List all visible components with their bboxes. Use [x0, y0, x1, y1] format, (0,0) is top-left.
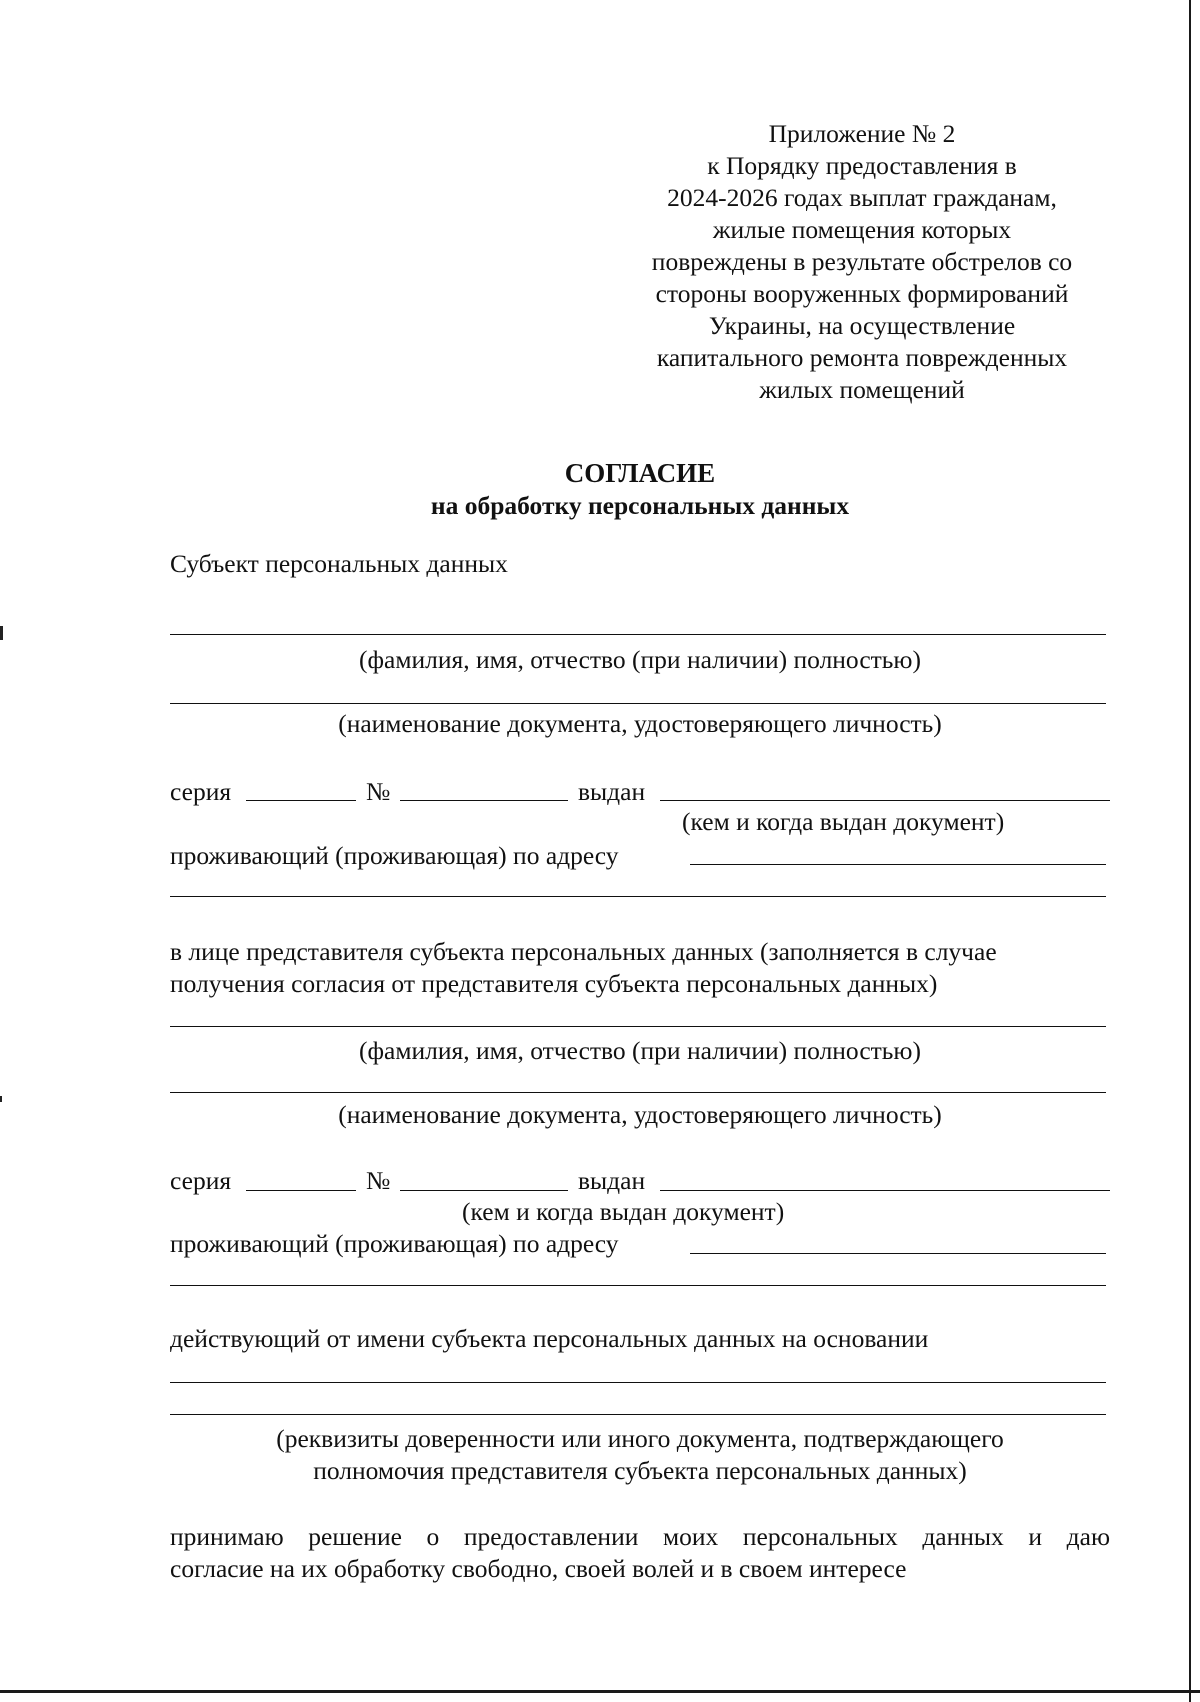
document-title: СОГЛАСИЕ — [564, 458, 716, 488]
subject-issued-label: выдан — [578, 777, 646, 806]
representative-number-label: № — [366, 1166, 391, 1195]
representative-address-field-2[interactable] — [170, 1285, 1106, 1286]
scan-speck — [0, 1096, 2, 1102]
subject-label: Субъект персональных данных — [170, 549, 508, 578]
appendix-header — [612, 118, 1112, 406]
appendix-line: жилые помещения которых — [712, 215, 1012, 244]
representative-doc-hint: (наименование документа, удостоверяющего личность) — [338, 1100, 942, 1129]
representative-issued-hint: (кем и когда выдан документ) — [462, 1197, 785, 1226]
subject-number-field[interactable] — [400, 800, 568, 801]
appendix-line: Украины, на осуществление — [708, 311, 1016, 340]
representative-number-field[interactable] — [400, 1190, 568, 1191]
decision-line2: согласие на их обработку свободно, своей волей и в своем интересе — [170, 1554, 907, 1583]
subject-series-field[interactable] — [246, 800, 356, 801]
subject-fio-line[interactable] — [170, 634, 1106, 635]
scan-speck — [0, 626, 3, 640]
subject-number-label: № — [366, 777, 391, 806]
subject-address-field[interactable] — [690, 864, 1106, 865]
appendix-line: к Порядку предоставления в — [707, 151, 1017, 180]
subject-issued-hint: (кем и когда выдан документ) — [682, 807, 1005, 836]
subject-address-label: проживающий (проживающая) по адресу — [170, 841, 619, 870]
appendix-line: Приложение № 2 — [768, 119, 956, 148]
appendix-line: повреждены в результате обстрелов со — [651, 247, 1073, 276]
representative-series-field[interactable] — [246, 1190, 356, 1191]
subject-issued-field[interactable] — [660, 800, 1110, 801]
representative-basis-label: действующий от имени субъекта персональных данных на основании — [170, 1324, 929, 1353]
representative-fio-line[interactable] — [170, 1026, 1106, 1027]
subject-address-field-2[interactable] — [170, 896, 1106, 897]
representative-basis-field[interactable] — [170, 1382, 1106, 1383]
subject-doc-hint: (наименование документа, удостоверяющего личность) — [338, 709, 942, 738]
representative-basis-hint-line2: полномочия представителя субъекта персональных данных) — [313, 1456, 967, 1485]
representative-address-field[interactable] — [690, 1253, 1106, 1254]
representative-intro-line1: в лице представителя субъекта персональных данных (заполняется в случае — [170, 937, 997, 966]
decision-line1: принимаю решение о предоставлении моих персональных данных и даю — [170, 1522, 1110, 1551]
representative-basis-field-2[interactable] — [170, 1414, 1106, 1415]
representative-basis-hint-line1: (реквизиты доверенности или иного документа, подтверждающего — [276, 1424, 1004, 1453]
subject-fio-hint: (фамилия, имя, отчество (при наличии) полностью) — [359, 645, 921, 674]
subject-series-label: серия — [170, 777, 232, 806]
scan-edge-bottom — [0, 1690, 1200, 1693]
representative-issued-label: выдан — [578, 1166, 646, 1195]
representative-issued-field[interactable] — [660, 1190, 1110, 1191]
appendix-line: стороны вооруженных формирований — [655, 279, 1069, 308]
document-subtitle: на обработку персональных данных — [430, 491, 850, 520]
representative-intro-line2: получения согласия от представителя субъекта персональных данных) — [170, 969, 938, 998]
representative-doc-line[interactable] — [170, 1092, 1106, 1093]
appendix-line: 2024-2026 годах выплат гражданам, — [667, 183, 1057, 212]
appendix-line: жилых помещений — [759, 375, 965, 404]
appendix-line: капитального ремонта поврежденных — [656, 343, 1068, 372]
scan-edge-right — [1189, 0, 1191, 1702]
representative-fio-hint: (фамилия, имя, отчество (при наличии) полностью) — [359, 1036, 921, 1065]
subject-doc-line[interactable] — [170, 703, 1106, 704]
representative-series-label: серия — [170, 1166, 232, 1195]
representative-address-label: проживающий (проживающая) по адресу — [170, 1229, 619, 1258]
